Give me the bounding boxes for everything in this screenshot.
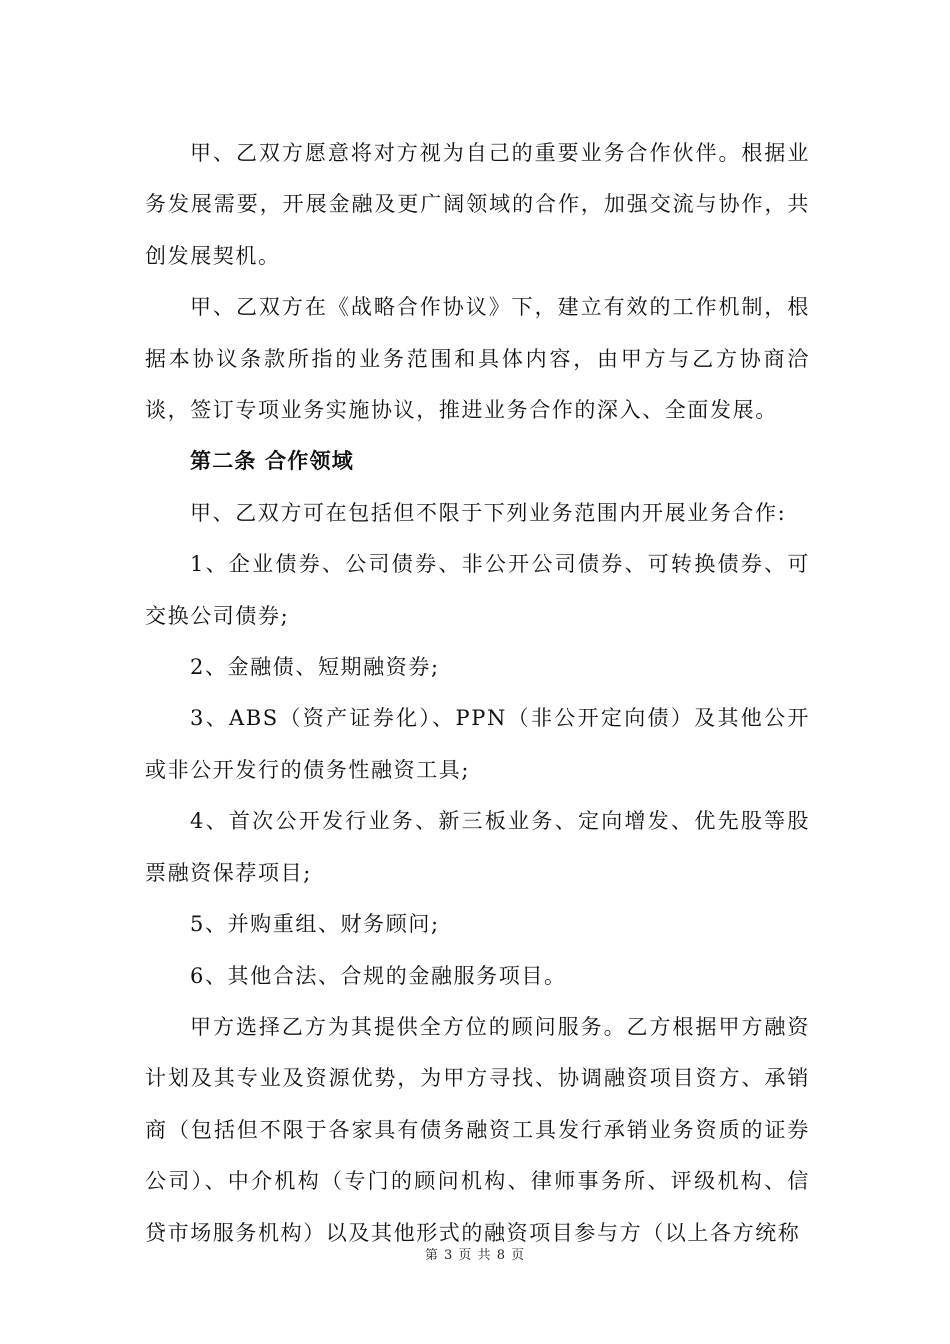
list-item: 1、企业债券、公司债券、非公开公司债券、可转换债券、可交换公司债券; (145, 552, 810, 628)
list-item: 4、首次公开发行业务、新三板业务、定向增发、优先股等股票融资保荐项目; (145, 809, 810, 885)
list-item: 5、并购重组、财务顾问; (190, 912, 440, 937)
document-body (145, 128, 810, 1259)
paragraph-advisory-service: 甲方选择乙方为其提供全方位的顾问服务。乙方根据甲方融资计划及其专业及资源优势，为甲方寻找、协调融资项目资方、承销商（包括但不限于各家具有债务融资工具发行承销业务资质的证券公司）、中介机构（专门的顾问机构、律师事务所、评级机构、信贷市场服务机构）以及其他形式的融资项目参与方（以上各方统称 (145, 1014, 810, 1245)
page-number-footer: 第 3 页 共 8 页 (424, 1248, 526, 1263)
list-item: 3、ABS（资产证券化）、PPN（非公开定向债）及其他公开或非公开发行的债务性融资工具; (145, 706, 810, 782)
list-item: 6、其他合法、合规的金融服务项目。 (190, 963, 567, 988)
paragraph-working-mechanism: 甲、乙双方在《战略合作协议》下，建立有效的工作机制，根据本协议条款所指的业务范围和具体内容，由甲方与乙方协商洽谈，签订专项业务实施协议，推进业务合作的深入、全面发展。 (145, 295, 810, 423)
paragraph-cooperation-intent: 甲、乙双方愿意将对方视为自己的重要业务合作伙伴。根据业务发展需要，开展金融及更广阔领域的合作，加强交流与协作，共创发展契机。 (145, 141, 810, 268)
section-intro: 甲、乙双方可在包括但不限于下列业务范围内开展业务合作: (190, 500, 787, 525)
list-item: 2、金融债、短期融资券; (190, 655, 440, 680)
section-heading: 第二条 合作领域 (190, 449, 354, 474)
